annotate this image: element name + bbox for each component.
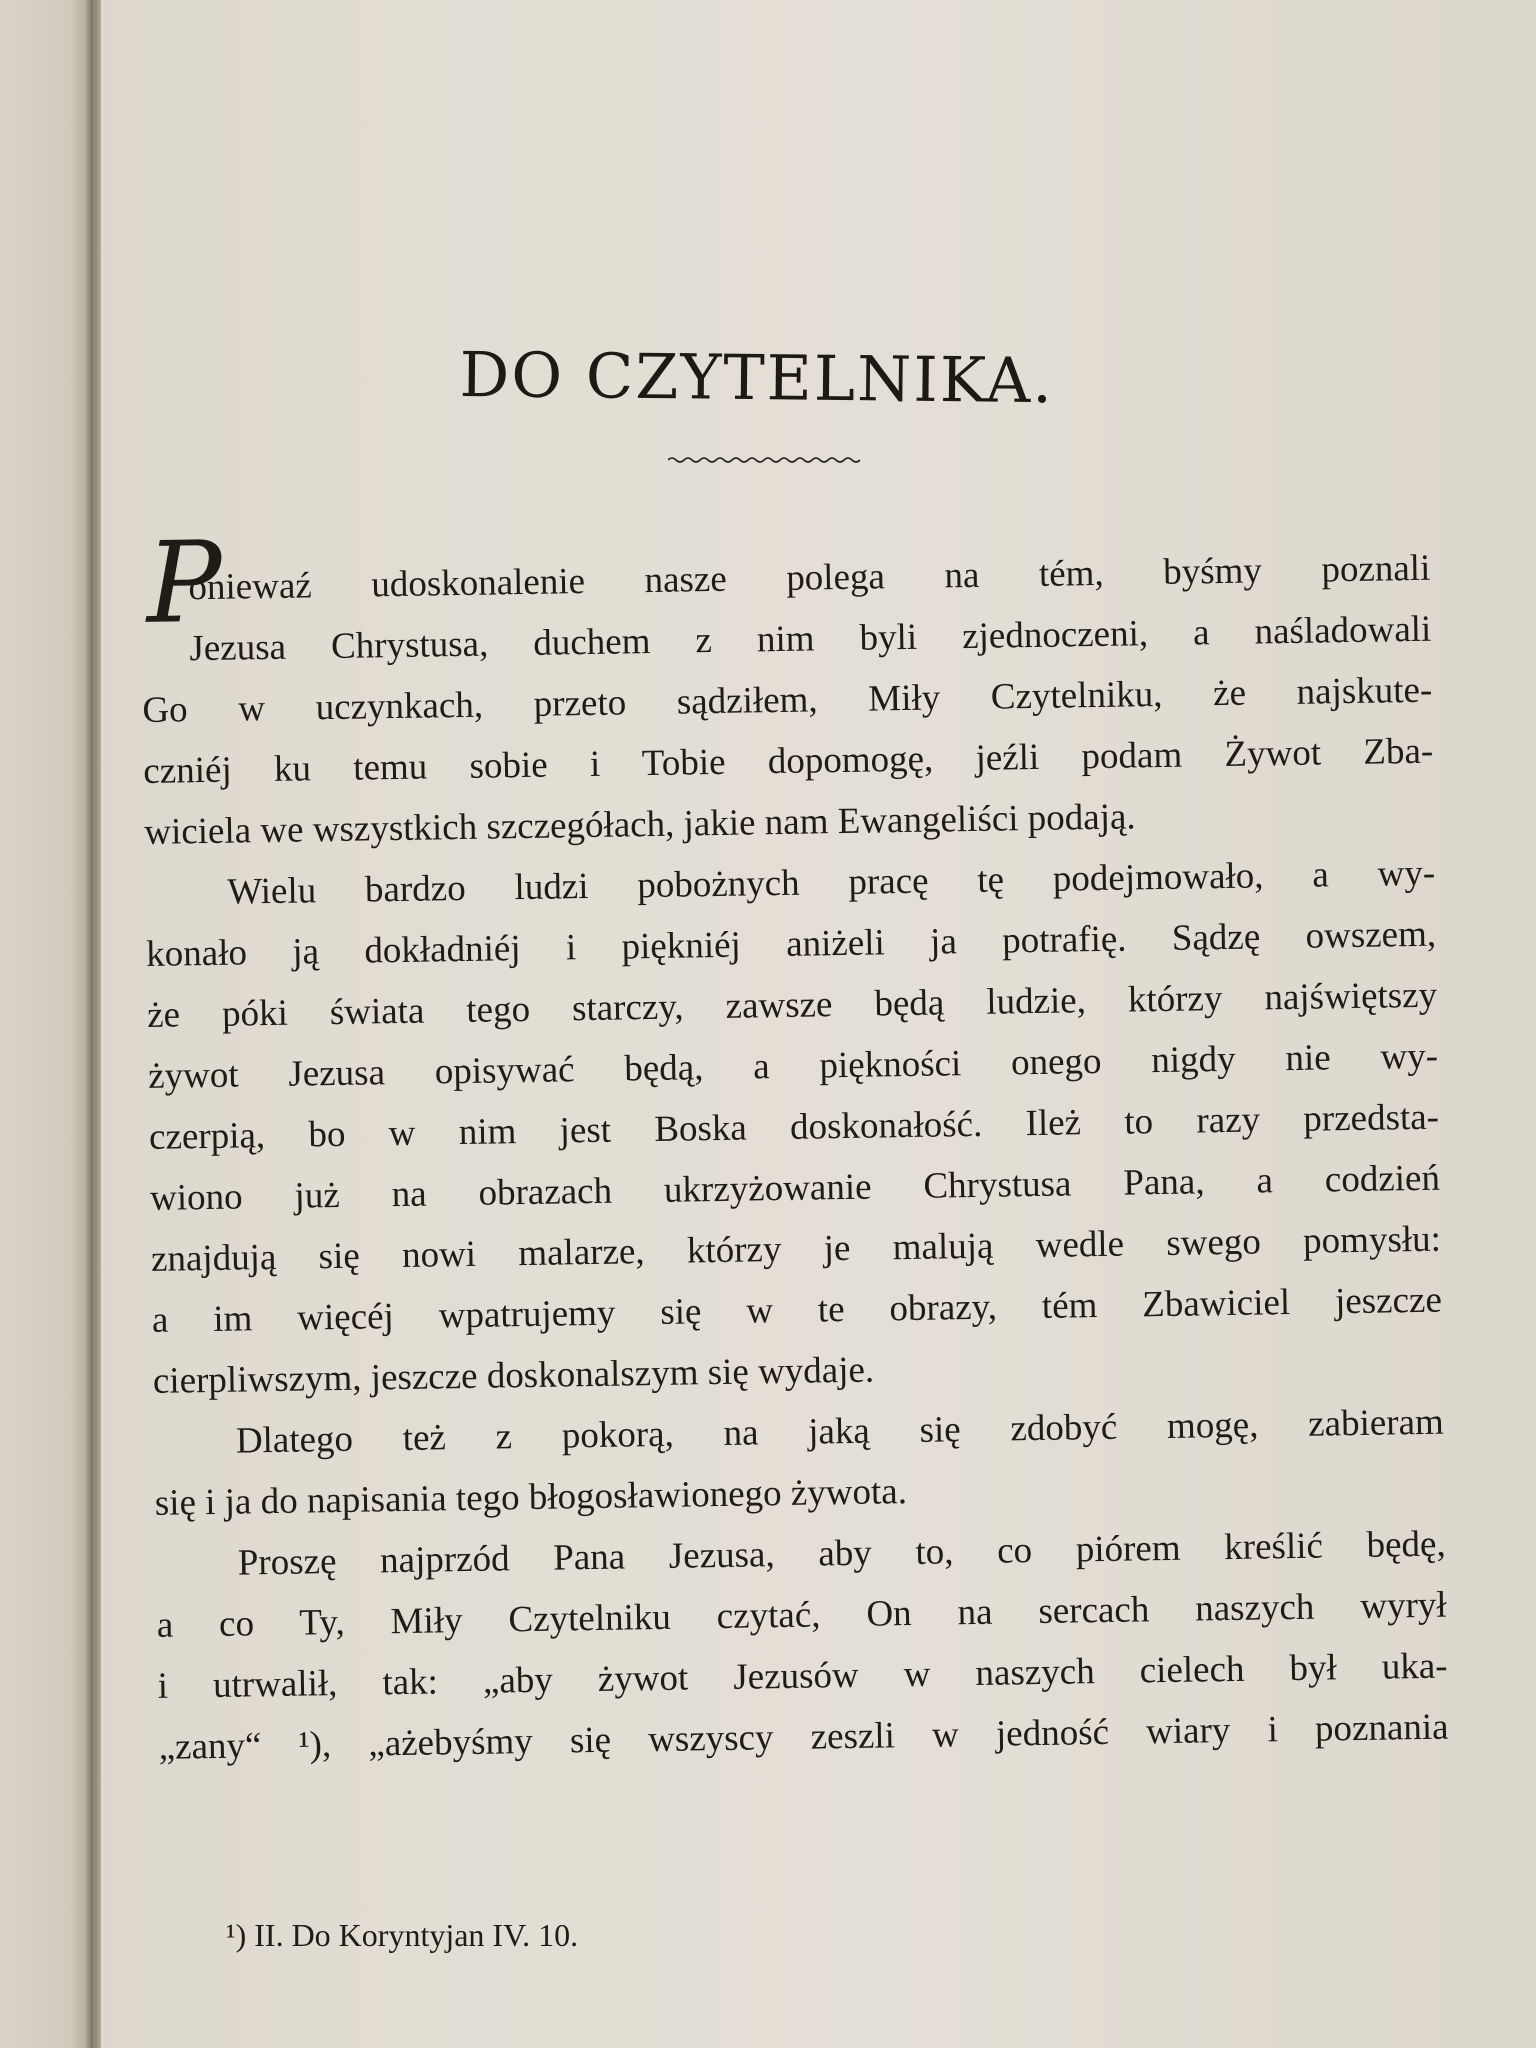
text-line: Jezusa Chrystusa, duchem z nim byli zjednoczeni, a naśladowali (189, 608, 1432, 670)
text-line: Dlatego też z pokorą, na jaką się zdobyć mogę, zabieram (235, 1401, 1445, 1462)
text-line: wiciela we wszystkich szczegółach, jakie nam Ewangeliści podają. (143, 796, 1136, 853)
text-line: czniéj ku temu sobie i Tobie dopomogę, jeźli podam Żywot Zba- (143, 730, 1434, 792)
text-line: znajdują się nowi malarze, którzy je malują wedle swego pomysłu: (150, 1218, 1442, 1280)
text-line: „zany“ ¹), „ażebyśmy się wszyscy zeszli w jedność wiary i poznania (158, 1706, 1449, 1768)
book-gutter (95, 0, 101, 2048)
paragraph-4 (155, 1514, 1449, 1778)
title-ornament (668, 454, 864, 466)
paragraph-3 (153, 1392, 1445, 1534)
text-line: konało ją dokładniéj i piękniéj aniżeli ja potrafię. Sądzę owszem, (145, 913, 1437, 975)
text-line: Wielu bardzo ludzi pobożnych pracę tę podejmowało, a wy- (226, 852, 1436, 913)
paragraph-1 (140, 538, 1435, 863)
text-line: że póki świata tego starczy, zawsze będą ludzie, którzy najświętszy (146, 974, 1438, 1036)
text-line: się i ja do napisania tego błogosławionego żywota. (154, 1471, 908, 1524)
text-line: Go w uczynkach, przeto sądziłem, Miły Czytelniku, że najskute- (142, 669, 1433, 731)
drop-cap: P (145, 517, 223, 649)
facing-page-edge (0, 0, 95, 2048)
page-title: DO CZYTELNIKA. (459, 338, 1055, 418)
text-line: cierpliwszym, jeszcze doskonalszym się wydaje. (152, 1349, 875, 1402)
text-line: Proszę najprzód Pana Jezusa, aby to, co piórem kreślić będę, (237, 1523, 1446, 1584)
text-line: a co Ty, Miły Czytelniku czytać, On na sercach naszych wyrył (156, 1584, 1447, 1646)
text-line: a im więcéj wpatrujemy się w te obrazy, tém Zbawiciel jeszcze (151, 1279, 1443, 1341)
text-line: żywot Jezusa opisywać będą, a piękności onego nigdy nie wy- (147, 1035, 1439, 1097)
body-text (140, 517, 1449, 1778)
paragraph-2 (145, 843, 1443, 1412)
text-line: i utrwalił, tak: „aby żywot Jezusów w naszych cielech był uka- (157, 1645, 1448, 1707)
text-line: oniewaź udoskonalenie nasze polega na tém, byśmy poznali (188, 547, 1431, 609)
footnote: ¹) II. Do Koryntyjan IV. 10. (226, 1917, 579, 1953)
text-line: czerpią, bo w nim jest Boska doskonałość. Ileż to razy przedsta- (148, 1096, 1440, 1158)
text-line: wiono już na obrazach ukrzyżowanie Chrystusa Pana, a codzień (149, 1157, 1441, 1219)
